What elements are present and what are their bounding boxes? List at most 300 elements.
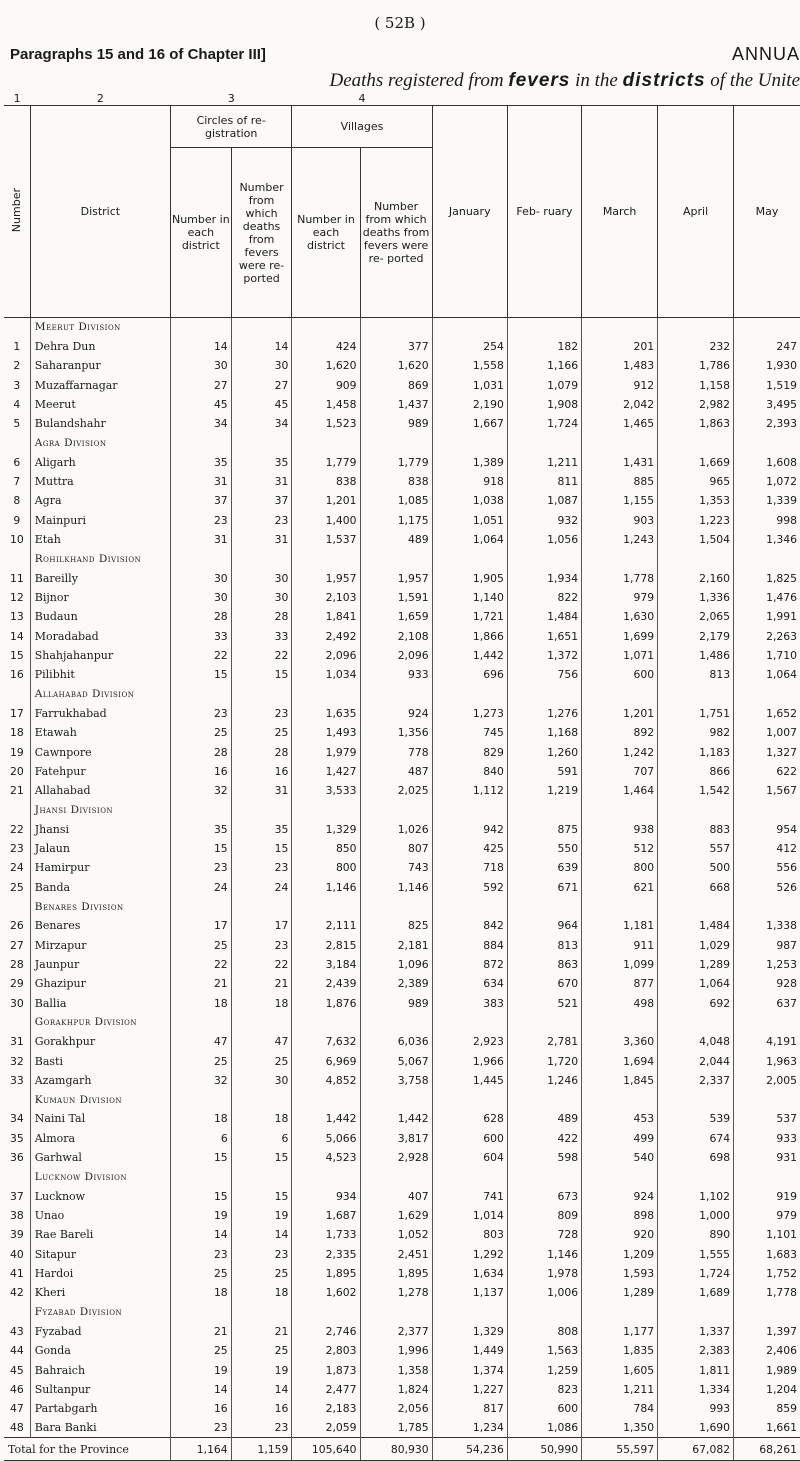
cell-v2: 1,957 <box>360 569 432 588</box>
cell-v2: 2,451 <box>360 1245 432 1264</box>
district-name: Unao <box>30 1206 170 1225</box>
total-c2: 1,159 <box>231 1438 292 1461</box>
cell-mar: 1,177 <box>582 1322 658 1341</box>
cell-v2: 1,278 <box>360 1283 432 1302</box>
cell-v2: 489 <box>360 530 432 549</box>
cell-c1: 23 <box>170 1418 231 1437</box>
cell-jan: 1,721 <box>432 607 507 626</box>
cell-apr: 1,102 <box>658 1187 734 1206</box>
cell-feb: 932 <box>507 511 581 530</box>
cell-v1: 1,687 <box>292 1206 360 1225</box>
district-name: Banda <box>30 878 170 897</box>
cell-v1: 1,201 <box>292 491 360 510</box>
cell-c1: 18 <box>170 1283 231 1302</box>
cell-apr: 866 <box>658 762 734 781</box>
header-january: January <box>432 106 507 318</box>
cell-jan: 1,667 <box>432 414 507 433</box>
cell-c1: 31 <box>170 530 231 549</box>
cell-may: 1,991 <box>734 607 800 626</box>
cell-feb: 875 <box>507 820 581 839</box>
cell-feb: 1,087 <box>507 491 581 510</box>
cell-may: 1,930 <box>734 356 800 375</box>
cell-v1: 7,632 <box>292 1032 360 1051</box>
cell-c1: 25 <box>170 1051 231 1070</box>
cell-apr: 2,160 <box>658 569 734 588</box>
col-num-4: 4 <box>292 92 432 106</box>
cell-mar: 621 <box>582 878 658 897</box>
header-april: April <box>658 106 734 318</box>
division-label: Rohilkhand Division <box>30 549 170 568</box>
row-number: 48 <box>9 1421 24 1435</box>
total-apr: 67,082 <box>658 1438 734 1461</box>
table-row <box>4 1245 800 1264</box>
total-feb: 50,990 <box>507 1438 581 1461</box>
cell-may: 1,339 <box>734 491 800 510</box>
cell-c2: 23 <box>231 704 292 723</box>
cell-mar: 1,350 <box>582 1418 658 1437</box>
cell-v1: 2,803 <box>292 1341 360 1360</box>
cell-feb: 673 <box>507 1187 581 1206</box>
cell-jan: 918 <box>432 472 507 491</box>
cell-feb: 1,908 <box>507 395 581 414</box>
cell-mar: 1,699 <box>582 627 658 646</box>
cell-may: 1,608 <box>734 453 800 472</box>
cell-apr: 883 <box>658 820 734 839</box>
cell-v1: 838 <box>292 472 360 491</box>
row-number: 16 <box>9 668 24 682</box>
cell-apr: 965 <box>658 472 734 491</box>
cell-c2: 30 <box>231 1071 292 1090</box>
cell-v1: 2,477 <box>292 1380 360 1399</box>
cell-c1: 37 <box>170 491 231 510</box>
cell-may: 1,204 <box>734 1380 800 1399</box>
cell-v1: 800 <box>292 858 360 877</box>
row-number: 12 <box>9 591 24 605</box>
cell-apr: 557 <box>658 839 734 858</box>
table-row <box>4 1225 800 1244</box>
cell-jan: 840 <box>432 762 507 781</box>
table-row <box>4 858 800 877</box>
division-label: Agra Division <box>30 433 170 452</box>
district-name: Jaunpur <box>30 955 170 974</box>
cell-v2: 869 <box>360 375 432 394</box>
district-name: Moradabad <box>30 627 170 646</box>
table-row <box>4 1032 800 1051</box>
cell-mar: 920 <box>582 1225 658 1244</box>
header-number: Number <box>10 187 24 233</box>
cell-c2: 22 <box>231 646 292 665</box>
district-name: Allahabad <box>30 781 170 800</box>
report-title: ANNUA <box>731 44 800 64</box>
cell-may: 998 <box>734 511 800 530</box>
cell-feb: 1,260 <box>507 742 581 761</box>
cell-v2: 933 <box>360 665 432 684</box>
cell-v2: 1,026 <box>360 820 432 839</box>
row-number: 28 <box>9 957 24 971</box>
cell-v2: 1,096 <box>360 955 432 974</box>
cell-may: 928 <box>734 974 800 993</box>
cell-c1: 19 <box>170 1360 231 1379</box>
cell-v2: 825 <box>360 916 432 935</box>
cell-c2: 23 <box>231 1245 292 1264</box>
district-name: Gonda <box>30 1341 170 1360</box>
cell-jan: 383 <box>432 993 507 1012</box>
cell-apr: 1,504 <box>658 530 734 549</box>
cell-v1: 4,852 <box>292 1071 360 1090</box>
cell-may: 2,263 <box>734 627 800 646</box>
cell-c2: 24 <box>231 878 292 897</box>
cell-v2: 2,025 <box>360 781 432 800</box>
district-name: Bara Banki <box>30 1418 170 1437</box>
table-row <box>4 1341 800 1360</box>
cell-jan: 884 <box>432 936 507 955</box>
cell-v2: 2,389 <box>360 974 432 993</box>
table-row <box>4 511 800 530</box>
cell-mar: 3,360 <box>582 1032 658 1051</box>
cell-apr: 698 <box>658 1148 734 1167</box>
row-number: 46 <box>9 1382 24 1396</box>
cell-c2: 6 <box>231 1129 292 1148</box>
cell-mar: 885 <box>582 472 658 491</box>
row-number: 15 <box>9 648 24 662</box>
cell-apr: 1,689 <box>658 1283 734 1302</box>
district-name: Muttra <box>30 472 170 491</box>
cell-c2: 16 <box>231 1399 292 1418</box>
cell-apr: 674 <box>658 1129 734 1148</box>
cell-v2: 1,052 <box>360 1225 432 1244</box>
cell-feb: 1,720 <box>507 1051 581 1070</box>
cell-c1: 28 <box>170 742 231 761</box>
cell-may: 1,567 <box>734 781 800 800</box>
cell-feb: 728 <box>507 1225 581 1244</box>
cell-feb: 1,978 <box>507 1264 581 1283</box>
cell-c1: 21 <box>170 974 231 993</box>
district-name: Bulandshahr <box>30 414 170 433</box>
row-number: 25 <box>9 880 24 894</box>
cell-jan: 842 <box>432 916 507 935</box>
cell-v1: 3,533 <box>292 781 360 800</box>
cell-may: 2,393 <box>734 414 800 433</box>
cell-mar: 1,835 <box>582 1341 658 1360</box>
table-row <box>4 1322 800 1341</box>
cell-c2: 47 <box>231 1032 292 1051</box>
cell-v2: 2,056 <box>360 1399 432 1418</box>
row-number: 39 <box>9 1228 24 1242</box>
row-number: 19 <box>9 745 24 759</box>
total-v1: 105,640 <box>292 1438 360 1461</box>
table-row <box>4 491 800 510</box>
district-name: Rae Bareli <box>30 1225 170 1244</box>
division-heading-row <box>4 433 800 452</box>
row-number: 23 <box>9 842 24 856</box>
division-heading-row <box>4 318 800 337</box>
cell-feb: 1,166 <box>507 356 581 375</box>
cell-may: 526 <box>734 878 800 897</box>
cell-may: 247 <box>734 337 800 356</box>
cell-c1: 14 <box>170 1380 231 1399</box>
table-row <box>4 646 800 665</box>
cell-mar: 1,289 <box>582 1283 658 1302</box>
cell-feb: 1,168 <box>507 723 581 742</box>
table-row <box>4 665 800 684</box>
cell-feb: 550 <box>507 839 581 858</box>
cell-c2: 25 <box>231 723 292 742</box>
cell-jan: 1,389 <box>432 453 507 472</box>
cell-mar: 600 <box>582 665 658 684</box>
cell-v1: 1,493 <box>292 723 360 742</box>
district-name: Saharanpur <box>30 356 170 375</box>
cell-jan: 745 <box>432 723 507 742</box>
cell-c2: 25 <box>231 1051 292 1070</box>
cell-mar: 1,155 <box>582 491 658 510</box>
cell-apr: 813 <box>658 665 734 684</box>
cell-v2: 407 <box>360 1187 432 1206</box>
header-villages-reported: Number from which deaths from fevers were re- ported <box>360 148 432 318</box>
table-row <box>4 878 800 897</box>
cell-c1: 32 <box>170 781 231 800</box>
cell-c2: 14 <box>231 1225 292 1244</box>
cell-jan: 1,038 <box>432 491 507 510</box>
cell-c2: 31 <box>231 472 292 491</box>
cell-v1: 2,439 <box>292 974 360 993</box>
row-number: 18 <box>9 726 24 740</box>
cell-c2: 35 <box>231 453 292 472</box>
cell-mar: 1,464 <box>582 781 658 800</box>
cell-v2: 1,358 <box>360 1360 432 1379</box>
cell-feb: 489 <box>507 1109 581 1128</box>
cell-c2: 30 <box>231 569 292 588</box>
cell-may: 1,397 <box>734 1322 800 1341</box>
district-name: Pilibhit <box>30 665 170 684</box>
row-number: 40 <box>9 1247 24 1261</box>
row-number: 31 <box>9 1035 24 1049</box>
cell-c1: 34 <box>170 414 231 433</box>
cell-jan: 600 <box>432 1129 507 1148</box>
cell-jan: 829 <box>432 742 507 761</box>
cell-mar: 540 <box>582 1148 658 1167</box>
division-label: Lucknow Division <box>30 1167 170 1186</box>
cell-apr: 2,337 <box>658 1071 734 1090</box>
table-row <box>4 588 800 607</box>
cell-jan: 1,292 <box>432 1245 507 1264</box>
total-row <box>4 1438 800 1461</box>
district-name: Shahjahanpur <box>30 646 170 665</box>
table-row <box>4 839 800 858</box>
row-number: 6 <box>13 455 21 469</box>
cell-mar: 1,483 <box>582 356 658 375</box>
cell-v2: 487 <box>360 762 432 781</box>
cell-v2: 2,181 <box>360 936 432 955</box>
cell-v2: 2,096 <box>360 646 432 665</box>
district-name: Hamirpur <box>30 858 170 877</box>
cell-mar: 1,605 <box>582 1360 658 1379</box>
cell-c2: 18 <box>231 1283 292 1302</box>
cell-may: 1,101 <box>734 1225 800 1244</box>
table-row <box>4 1051 800 1070</box>
header-district: District <box>30 106 170 318</box>
cell-apr: 1,786 <box>658 356 734 375</box>
cell-v2: 1,437 <box>360 395 432 414</box>
cell-v2: 989 <box>360 993 432 1012</box>
row-number: 9 <box>13 513 21 527</box>
row-number: 7 <box>13 475 21 489</box>
district-name: Aligarh <box>30 453 170 472</box>
cell-may: 1,710 <box>734 646 800 665</box>
cell-jan: 1,051 <box>432 511 507 530</box>
cell-mar: 1,209 <box>582 1245 658 1264</box>
cell-v2: 1,085 <box>360 491 432 510</box>
cell-apr: 1,751 <box>658 704 734 723</box>
cell-v1: 6,969 <box>292 1051 360 1070</box>
cell-apr: 500 <box>658 858 734 877</box>
table-row <box>4 820 800 839</box>
total-c1: 1,164 <box>170 1438 231 1461</box>
cell-c1: 25 <box>170 936 231 955</box>
cell-jan: 1,866 <box>432 627 507 646</box>
table-row <box>4 414 800 433</box>
paragraph-reference: Paragraphs 15 and 16 of Chapter III] <box>10 46 266 63</box>
cell-c1: 15 <box>170 665 231 684</box>
cell-jan: 1,558 <box>432 356 507 375</box>
cell-mar: 924 <box>582 1187 658 1206</box>
cell-may: 1,989 <box>734 1360 800 1379</box>
cell-c2: 18 <box>231 993 292 1012</box>
cell-may: 1,338 <box>734 916 800 935</box>
district-name: Muzaffarnagar <box>30 375 170 394</box>
cell-v2: 1,442 <box>360 1109 432 1128</box>
row-number: 17 <box>9 706 24 720</box>
cell-c1: 23 <box>170 858 231 877</box>
row-number: 4 <box>13 397 21 411</box>
table-row <box>4 1283 800 1302</box>
table-row <box>4 569 800 588</box>
cell-mar: 1,099 <box>582 955 658 974</box>
cell-c1: 30 <box>170 588 231 607</box>
cell-c2: 23 <box>231 1418 292 1437</box>
cell-v2: 377 <box>360 337 432 356</box>
district-name: Almora <box>30 1129 170 1148</box>
cell-mar: 1,465 <box>582 414 658 433</box>
row-number: 21 <box>9 784 24 798</box>
cell-c2: 25 <box>231 1341 292 1360</box>
division-heading-row <box>4 1090 800 1109</box>
cell-feb: 822 <box>507 588 581 607</box>
page-number: ( 52B ) <box>374 14 426 32</box>
table-row <box>4 1418 800 1437</box>
division-label: Benares Division <box>30 897 170 916</box>
cell-c2: 33 <box>231 627 292 646</box>
cell-c1: 25 <box>170 723 231 742</box>
cell-may: 954 <box>734 820 800 839</box>
cell-v2: 807 <box>360 839 432 858</box>
division-heading-row <box>4 1167 800 1186</box>
cell-v2: 743 <box>360 858 432 877</box>
cell-mar: 1,181 <box>582 916 658 935</box>
cell-feb: 809 <box>507 1206 581 1225</box>
cell-c1: 35 <box>170 453 231 472</box>
cell-c2: 18 <box>231 1109 292 1128</box>
cell-feb: 808 <box>507 1322 581 1341</box>
cell-jan: 1,966 <box>432 1051 507 1070</box>
cell-apr: 1,353 <box>658 491 734 510</box>
cell-apr: 1,484 <box>658 916 734 935</box>
cell-feb: 591 <box>507 762 581 781</box>
table-row <box>4 936 800 955</box>
cell-c1: 18 <box>170 1109 231 1128</box>
row-number: 20 <box>9 764 24 778</box>
cell-c1: 32 <box>170 1071 231 1090</box>
header-circles-reported: Number from which deaths from fevers were re- ported <box>231 148 292 318</box>
cell-c1: 15 <box>170 1148 231 1167</box>
table-row <box>4 742 800 761</box>
cell-feb: 813 <box>507 936 581 955</box>
cell-jan: 2,923 <box>432 1032 507 1051</box>
cell-mar: 707 <box>582 762 658 781</box>
cell-feb: 1,086 <box>507 1418 581 1437</box>
cell-c2: 35 <box>231 820 292 839</box>
cell-c1: 47 <box>170 1032 231 1051</box>
district-name: Ballia <box>30 993 170 1012</box>
col-num-2: 2 <box>30 92 170 106</box>
cell-apr: 2,179 <box>658 627 734 646</box>
cell-v2: 1,824 <box>360 1380 432 1399</box>
row-number: 14 <box>9 629 24 643</box>
cell-v2: 2,928 <box>360 1148 432 1167</box>
row-number: 35 <box>9 1131 24 1145</box>
division-heading-row <box>4 800 800 819</box>
cell-mar: 1,071 <box>582 646 658 665</box>
cell-mar: 912 <box>582 375 658 394</box>
district-name: Agra <box>30 491 170 510</box>
total-mar: 55,597 <box>582 1438 658 1461</box>
cell-c1: 21 <box>170 1322 231 1341</box>
cell-c2: 28 <box>231 742 292 761</box>
cell-jan: 1,031 <box>432 375 507 394</box>
cell-c1: 22 <box>170 646 231 665</box>
cell-v2: 1,895 <box>360 1264 432 1283</box>
row-number: 10 <box>9 533 24 547</box>
cell-may: 933 <box>734 1129 800 1148</box>
cell-v1: 1,034 <box>292 665 360 684</box>
cell-may: 1,327 <box>734 742 800 761</box>
division-heading-row <box>4 1302 800 1321</box>
table-row <box>4 375 800 394</box>
district-name: Bahraich <box>30 1360 170 1379</box>
row-number: 26 <box>9 919 24 933</box>
cell-feb: 1,372 <box>507 646 581 665</box>
cell-v2: 3,758 <box>360 1071 432 1090</box>
row-number: 37 <box>9 1189 24 1203</box>
cell-apr: 1,000 <box>658 1206 734 1225</box>
cell-jan: 634 <box>432 974 507 993</box>
cell-c2: 19 <box>231 1360 292 1379</box>
cell-jan: 1,329 <box>432 1322 507 1341</box>
cell-c2: 27 <box>231 375 292 394</box>
cell-jan: 718 <box>432 858 507 877</box>
cell-v1: 2,111 <box>292 916 360 935</box>
cell-v2: 3,817 <box>360 1129 432 1148</box>
cell-feb: 1,934 <box>507 569 581 588</box>
cell-apr: 1,863 <box>658 414 734 433</box>
col-num-3: 3 <box>170 92 291 106</box>
cell-v1: 1,635 <box>292 704 360 723</box>
table-body <box>4 318 800 1461</box>
division-label: Jhansi Division <box>30 800 170 819</box>
district-name: Fatehpur <box>30 762 170 781</box>
cell-may: 556 <box>734 858 800 877</box>
row-number: 29 <box>9 977 24 991</box>
cell-may: 1,519 <box>734 375 800 394</box>
